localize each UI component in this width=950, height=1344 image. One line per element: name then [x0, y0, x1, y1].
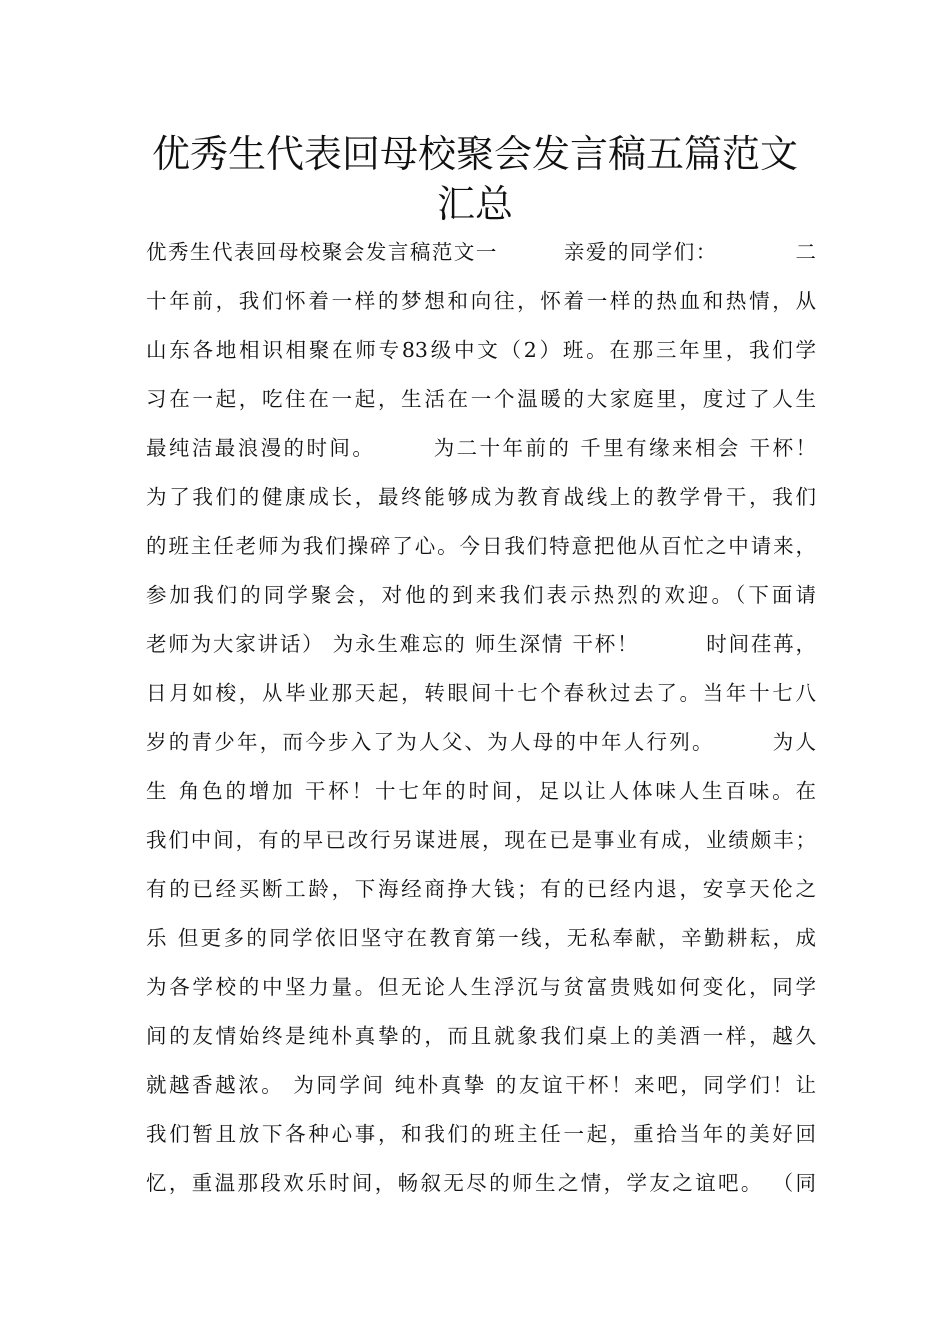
- body-line: 有的已经买断工龄，下海经商挣大钱；有的已经内退，安享天伦之: [146, 877, 816, 901]
- body-line: 习在一起，吃住在一起，生活在一个温暖的大家庭里，度过了人生: [146, 387, 816, 411]
- body-line: 日月如梭，从毕业那天起，转眼间十七个春秋过去了。当年十七八: [146, 681, 816, 705]
- body-line: 的班主任老师为我们操碎了心。今日我们特意把他从百忙之中请来，: [146, 534, 816, 558]
- body-line: 十年前，我们怀着一样的梦想和向往，怀着一样的热血和热情，从: [146, 289, 816, 313]
- body-line: 参加我们的同学聚会，对他的到来我们表示热烈的欢迎。（下面请: [146, 583, 816, 607]
- body-line: 乐 但更多的同学依旧坚守在教育第一线，无私奉献，辛勤耕耘，成: [146, 926, 816, 950]
- document-title-continued: 汇总: [436, 182, 513, 226]
- body-line: 为了我们的健康成长，最终能够成为教育战线上的教学骨干，我们: [146, 485, 816, 509]
- body-line: 间的友情始终是纯朴真挚的，而且就象我们桌上的美酒一样，越久: [146, 1024, 816, 1048]
- body-line: 为各学校的中坚力量。但无论人生浮沉与贫富贵贱如何变化，同学: [146, 975, 816, 999]
- body-line: 岁的青少年，而今步入了为人父、为人母的中年人行列。 为人: [146, 730, 816, 754]
- body-line: 忆，重温那段欢乐时间，畅叙无尽的师生之情，学友之谊吧。 （同: [146, 1171, 816, 1195]
- body-line: 最纯洁最浪漫的时间。 为二十年前的 千里有缘来相会 干杯！: [146, 436, 816, 460]
- body-line: 山东各地相识相聚在师专83级中文（2）班。在那三年里，我们学: [146, 338, 816, 362]
- body-line: 老师为大家讲话） 为永生难忘的 师生深情 干杯！ 时间荏苒，: [146, 632, 816, 656]
- body-line: 就越香越浓。 为同学间 纯朴真挚 的友谊干杯！来吧，同学们！让: [146, 1073, 816, 1097]
- body-line: 优秀生代表回母校聚会发言稿范文一 亲爱的同学们： 二: [146, 240, 816, 264]
- body-line: 生 角色的增加 干杯！十七年的时间，足以让人体味人生百味。在: [146, 779, 816, 803]
- body-line: 我们中间，有的早已改行另谋进展，现在已是事业有成，业绩颇丰；: [146, 828, 816, 852]
- body-line: 我们暂且放下各种心事，和我们的班主任一起，重拾当年的美好回: [146, 1122, 816, 1146]
- document-title: 优秀生代表回母校聚会发言稿五篇范文: [151, 132, 798, 176]
